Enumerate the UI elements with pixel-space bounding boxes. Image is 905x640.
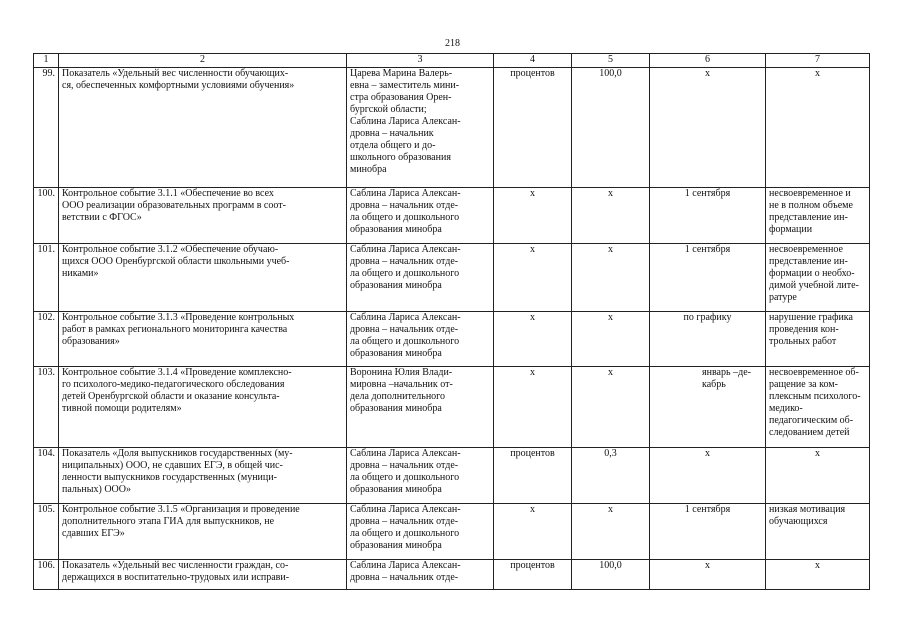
row-risk: низкая мотивация обучающихся [766,504,870,560]
row-unit: процентов [494,448,572,504]
row-unit: x [494,504,572,560]
row-name: Показатель «Удельный вес численности обучающих- ся, обеспеченных комфортными условиями обучения» [59,68,347,188]
row-number: 105. [34,504,59,560]
table-row [34,504,870,560]
row-value: x [572,367,650,448]
row-risk: несвоевременное представление ин- формации о необхо- димой учебной лите- ратуре [766,244,870,312]
header-cell: 1 [34,54,59,68]
row-risk: нарушение графика проведения кон- трольных работ [766,312,870,367]
row-name: Контрольное событие 3.1.5 «Организация и проведение дополнительного этапа ГИА для выпускников, не сдавших ЕГЭ» [59,504,347,560]
row-number: 99. [34,68,59,188]
row-deadline: 1 сентября [650,188,766,244]
table-row [34,68,870,188]
row-responsible: Саблина Лариса Алексан- дровна – начальник отде- ла общего и дошкольного образования минобра [347,448,494,504]
row-value: 100,0 [572,560,650,590]
row-risk: несвоевременное об- ращение за ком- плексным психолого- медико- педагогическим об- следованием детей [766,367,870,448]
row-unit: процентов [494,68,572,188]
row-number: 106. [34,560,59,590]
row-name: Контрольное событие 3.1.4 «Проведение комплексно- го психолого-медико-педагогического обследования детей Оренбургской области и оказание консульта- тивной помощи родителям» [59,367,347,448]
table-row [34,367,870,448]
deadline-end: де- [738,367,751,378]
indicators-table [33,53,870,590]
row-number: 103. [34,367,59,448]
row-responsible: Саблина Лариса Алексан- дровна – начальник отде- ла общего и дошкольного образования минобра [347,504,494,560]
row-name: Показатель «Доля выпускников государственных (му- ниципальных) ООО, не сдавших ЕГЭ, в общей чис- ленности выпускников государственных (муници- пальных) ООО» [59,448,347,504]
header-cell: 3 [347,54,494,68]
row-number: 100. [34,188,59,244]
row-deadline: по графику [650,312,766,367]
table-row [34,448,870,504]
deadline-continued: кабрь [702,379,726,390]
row-deadline: x [650,68,766,188]
row-value: 100,0 [572,68,650,188]
row-unit: x [494,367,572,448]
table-row [34,188,870,244]
header-cell: 4 [494,54,572,68]
table-row [34,244,870,312]
row-responsible: Саблина Лариса Алексан- дровна – начальник отде- ла общего и дошкольного образования минобра [347,244,494,312]
row-deadline: x [650,560,766,590]
row-responsible: Воронина Юлия Влади- мировна –начальник от- дела дополнительного образования минобра [347,367,494,448]
header-cell: 6 [650,54,766,68]
row-name: Показатель «Удельный вес численности граждан, со- держащихся в воспитательно-трудовых или исправи- [59,560,347,590]
row-value: x [572,244,650,312]
row-value: x [572,504,650,560]
row-risk: несвоевременное и не в полном объеме представление ин- формации [766,188,870,244]
row-unit: x [494,188,572,244]
row-value: x [572,188,650,244]
row-risk: x [766,68,870,188]
row-responsible: Саблина Лариса Алексан- дровна – начальник отде- ла общего и дошкольного образования минобра [347,188,494,244]
row-risk: x [766,560,870,590]
row-unit: x [494,244,572,312]
deadline-start: январь – [702,367,739,378]
header-cell: 2 [59,54,347,68]
row-number: 102. [34,312,59,367]
row-value: 0,3 [572,448,650,504]
row-name: Контрольное событие 3.1.3 «Проведение контрольных работ в рамках регионального мониторинга качества образования» [59,312,347,367]
row-number: 104. [34,448,59,504]
table-row [34,312,870,367]
row-unit: процентов [494,560,572,590]
page-number: 218 [445,38,460,49]
row-responsible: Царева Марина Валерь- евна – заместитель мини- стра образования Орен- бургской области; Саблина Лариса Алексан- дровна – начальник отдела общего и до- школьного образования минобра [347,68,494,188]
row-deadline: 1 сентября [650,504,766,560]
row-deadline: x [650,448,766,504]
row-unit: x [494,312,572,367]
row-name: Контрольное событие 3.1.1 «Обеспечение во всех ООО реализации образовательных программ в соот- ветствии с ФГОС» [59,188,347,244]
row-deadline [650,367,766,448]
header-row [34,54,870,68]
header-cell: 5 [572,54,650,68]
table-row [34,560,870,590]
row-responsible: Саблина Лариса Алексан- дровна – начальник отде- ла общего и дошкольного образования минобра [347,312,494,367]
header-cell: 7 [766,54,870,68]
row-deadline: 1 сентября [650,244,766,312]
row-value: x [572,312,650,367]
row-number: 101. [34,244,59,312]
row-responsible: Саблина Лариса Алексан- дровна – начальник отде- [347,560,494,590]
row-name: Контрольное событие 3.1.2 «Обеспечение обучаю- щихся ООО Оренбургской области школьными учеб- никами» [59,244,347,312]
row-risk: x [766,448,870,504]
